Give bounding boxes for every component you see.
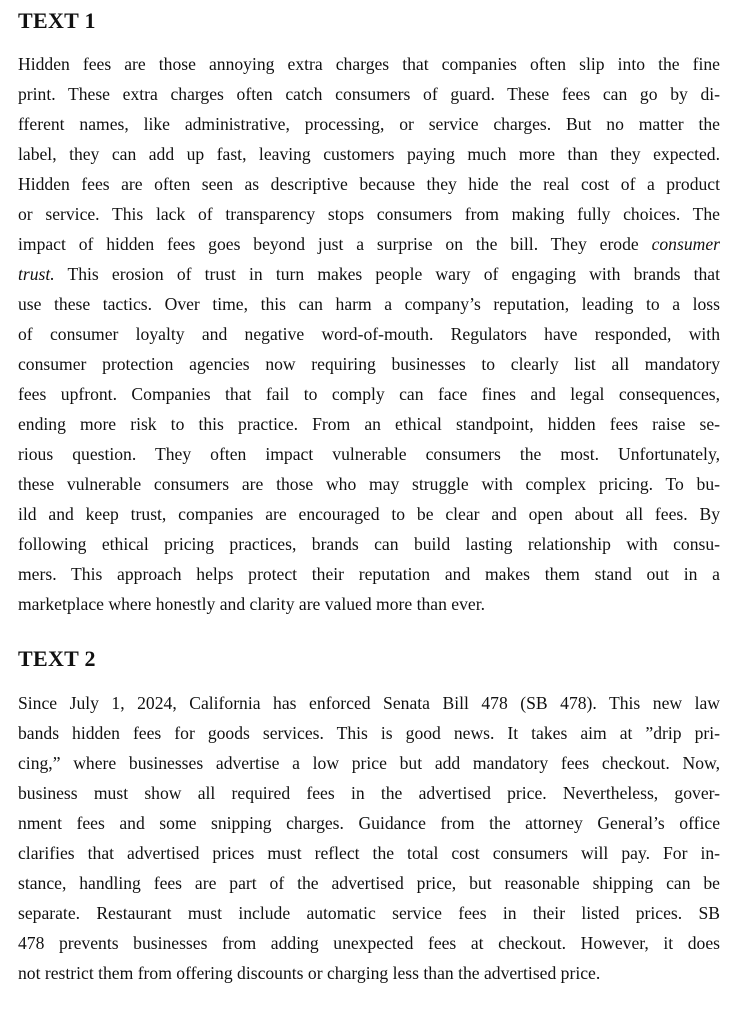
paragraph-line: use these tactics. Over time, this can harm a company’s reputation, leading to a loss (18, 294, 720, 314)
paragraph-line: following ethical pricing practices, brands can build lasting relationship with consu- (18, 534, 720, 554)
text-2-paragraph (18, 688, 720, 988)
paragraph-line: stance, handling fees are part of the advertised price, but reasonable shipping can be (18, 873, 720, 893)
paragraph-line (18, 259, 720, 289)
paragraph-line: Since July 1, 2024, California has enforced Senata Bill 478 (SB 478). This new law (18, 693, 720, 713)
paragraph-line: label, they can add up fast, leaving customers paying much more than they expected. (18, 144, 720, 164)
paragraph-line: separate. Restaurant must include automatic service fees in their listed prices. SB (18, 903, 720, 923)
paragraph-line: consumer protection agencies now requiring businesses to clearly list all mandatory (18, 354, 720, 374)
paragraph-line: print. These extra charges often catch consumers of guard. These fees can go by di- (18, 84, 720, 104)
section-heading: TEXT 2 (18, 646, 96, 671)
section-heading: TEXT 1 (18, 8, 96, 33)
paragraph-line: not restrict them from offering discounts or charging less than the advertised price. (18, 963, 601, 983)
paragraph-line: cing,” where businesses advertise a low price but add mandatory fees checkout. Now, (18, 753, 720, 773)
paragraph-line: ild and keep trust, companies are encouraged to be clear and open about all fees. By (18, 504, 720, 524)
paragraph-line: these vulnerable consumers are those who may struggle with complex pricing. To bu- (18, 474, 720, 494)
paragraph-line: business must show all required fees in the advertised price. Nevertheless, gover- (18, 783, 720, 803)
emphasis-text: trust. (18, 264, 55, 284)
paragraph-line: bands hidden fees for goods services. This is good news. It takes aim at ”drip pri- (18, 723, 720, 743)
paragraph-line (18, 229, 720, 259)
emphasis-text: consumer (651, 234, 720, 254)
paragraph-line: Hidden fees are often seen as descriptive because they hide the real cost of a product (18, 174, 720, 194)
paragraph-line: nment fees and some snipping charges. Guidance from the attorney General’s office (18, 813, 720, 833)
line-text: impact of hidden fees goes beyond just a surprise on the bill. They erode (18, 234, 652, 254)
paragraph-line: of consumer loyalty and negative word-of-mouth. Regulators have responded, with (18, 324, 720, 344)
text-1-paragraph (18, 49, 720, 619)
paragraph-line: fees upfront. Companies that fail to comply can face fines and legal consequences, (18, 384, 720, 404)
paragraph-line: ending more risk to this practice. From an ethical standpoint, hidden fees raise se- (18, 414, 720, 434)
paragraph-line: rious question. They often impact vulnerable consumers the most. Unfortunately, (18, 444, 720, 464)
paragraph-line: Hidden fees are those annoying extra charges that companies often slip into the fine (18, 54, 720, 74)
line-text: This erosion of trust in turn makes people wary of engaging with brands that (54, 264, 720, 284)
paragraph-line: or service. This lack of transparency stops consumers from making fully choices. The (18, 204, 720, 224)
paragraph-line: clarifies that advertised prices must reflect the total cost consumers will pay. For in- (18, 843, 720, 863)
paragraph-line: marketplace where honestly and clarity are valued more than ever. (18, 594, 485, 614)
paragraph-line: mers. This approach helps protect their reputation and makes them stand out in a (18, 564, 720, 584)
paragraph-line: 478 prevents businesses from adding unexpected fees at checkout. However, it does (18, 933, 720, 953)
paragraph-line: fferent names, like administrative, processing, or service charges. But no matter the (18, 114, 720, 134)
